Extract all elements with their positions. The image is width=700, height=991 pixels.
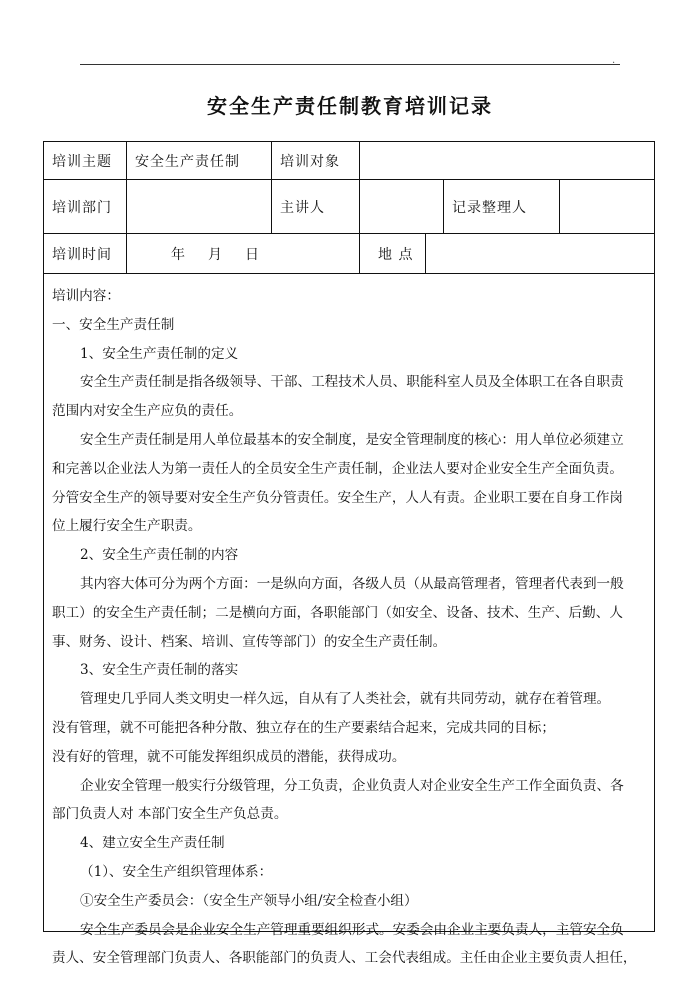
- content-line: 4、建立安全生产责任制: [80, 835, 225, 852]
- content-line: 部门负责人对 本部门安全生产负总责。: [52, 806, 288, 823]
- month-label: 月: [208, 246, 223, 263]
- corner-mark: .: [612, 55, 616, 66]
- lecturer-label: 主讲人: [272, 180, 360, 233]
- content-line: 管理史几乎同人类文明史一样久远，自从有了人类社会，就有共同劳动，就存在着管理。: [80, 691, 611, 708]
- content-line: 和完善以企业法人为第一责任人的全员安全生产责任制，企业法人要对企业安全生产全面负责。: [52, 460, 623, 477]
- audience-label: 培训对象: [272, 142, 360, 179]
- time-label: 培训时间: [44, 234, 127, 273]
- content-line: 位上履行安全生产职责。: [52, 518, 202, 535]
- content-line: 安全生产责任制是用人单位最基本的安全制度，是安全管理制度的核心：用人单位必须建立: [80, 431, 624, 448]
- form-row-topic: [44, 142, 654, 180]
- content-line: （1）、安全生产组织管理体系：: [80, 863, 273, 880]
- content-line: 安全生产责任制是指各级领导、干部、工程技术人员、职能科室人员及全体职工在各自职责: [80, 374, 624, 391]
- department-value[interactable]: [127, 180, 272, 233]
- training-record-form: [43, 141, 655, 967]
- department-label: 培训部门: [44, 180, 127, 233]
- day-label: 日: [245, 246, 260, 263]
- year-label: 年: [171, 246, 186, 263]
- lecturer-value[interactable]: [360, 180, 444, 233]
- content-line: 范围内对安全生产应负的责任。: [52, 403, 243, 420]
- content-line: 企业安全管理一般实行分级管理，分工负责，企业负责人对企业安全生产工作全面负责、各: [80, 777, 624, 794]
- content-line: 责人、安全管理部门负责人、各职能部门的负责人、工会代表组成。主任由企业主要负责人担任，: [52, 950, 637, 967]
- content-line: 没有管理，就不可能把各种分散、独立存在的生产要素结合起来，完成共同的目标；: [52, 719, 555, 736]
- content-line: 2、安全生产责任制的内容: [80, 547, 239, 564]
- place-label: 地 点: [360, 234, 426, 273]
- header-rule: [80, 64, 620, 65]
- recorder-label: 记录整理人: [444, 180, 560, 233]
- training-content: [44, 274, 654, 973]
- time-value[interactable]: [127, 234, 360, 273]
- form-row-time: [44, 234, 654, 274]
- content-line: ①安全生产委员会：（安全生产领导小组/安全检查小组）: [80, 892, 418, 909]
- form-row-department: [44, 180, 654, 234]
- topic-label: 培训主题: [44, 142, 127, 179]
- content-line: 其内容大体可分为两个方面：一是纵向方面，各级人员（从最高管理者，管理者代表到一般: [80, 575, 624, 592]
- content-line: 职工）的安全生产责任制；二是横向方面，各职能部门（如安全、设备、技术、生产、后勤、人: [52, 604, 623, 621]
- content-line: 事、财务、设计、档案、培训、宣传等部门）的安全生产责任制。: [52, 633, 447, 650]
- content-line: 安全生产委员会是企业安全生产管理重要组织形式。安委会由企业主要负责人，主管安全负: [80, 921, 624, 938]
- content-line: 没有好的管理，就不可能发挥组织成员的潜能，获得成功。: [52, 748, 406, 765]
- audience-value[interactable]: [360, 142, 654, 179]
- topic-value[interactable]: 安全生产责任制: [127, 142, 272, 179]
- content-heading: 培训内容：: [52, 288, 120, 304]
- place-value[interactable]: [426, 234, 654, 273]
- content-line: 3、安全生产责任制的落实: [80, 662, 239, 679]
- content-line: 1、安全生产责任制的定义: [80, 345, 239, 362]
- recorder-value[interactable]: [560, 180, 654, 233]
- content-line: 一、安全生产责任制: [52, 316, 175, 333]
- content-line: 分管安全生产的领导要对安全生产负分管责任。安全生产，人人有责。企业职工要在自身工作岗: [52, 489, 623, 506]
- page-title: 安全生产责任制教育培训记录: [207, 94, 493, 118]
